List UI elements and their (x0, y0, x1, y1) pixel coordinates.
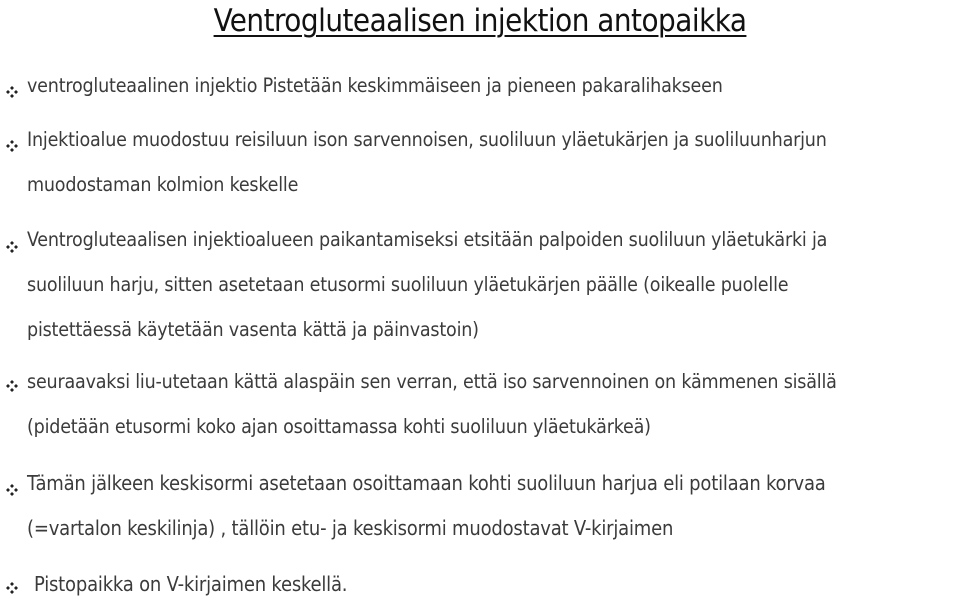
bullet-text (27, 117, 954, 207)
page-title-text: Ventrogluteaalisen injektion antopaikka (213, 3, 747, 39)
bullet-line: Injektioalue muodostuu reisiluun ison sarvennoisen, suoliluun yläetukärjen ja suoliluunharjun (27, 128, 827, 151)
bullet-text (27, 359, 954, 449)
diamond-bullet-icon (5, 240, 19, 254)
bullet-line: muodostaman kolmion keskelle (27, 173, 299, 196)
page-title (0, 2, 960, 40)
bullet-line: Pistopaikka on V-kirjaimen keskellä. (34, 572, 348, 596)
bullet-line: Ventrogluteaalisen injektioalueen paikantamiseksi etsitään palpoiden suoliluun yläetukärki ja (27, 228, 828, 251)
bullet-line: (=vartalon keskilinja) , tällöin etu- ja keskisormi muodostavat V-kirjaimen (27, 516, 674, 540)
diamond-bullet-icon (5, 139, 19, 153)
diamond-bullet-icon (5, 581, 19, 595)
bullet-line: suoliluun harju, sitten asetetaan etusormi suoliluun yläetukärjen päälle (oikealle puolelle (27, 273, 789, 296)
bullet-line: ventrogluteaalinen injektio Pistetään keskimmäiseen ja pieneen pakaralihakseen (27, 74, 723, 97)
bullet-line: seuraavaksi liu-utetaan kättä alaspäin sen verran, että iso sarvennoinen on kämmenen sisällä (27, 370, 837, 393)
bullet-line: (pidetään etusormi koko ajan osoittamassa kohti suoliluun yläetukärkeä) (27, 415, 651, 438)
bullet-line: Tämän jälkeen keskisormi asetetaan osoittamaan kohti suoliluun harjua eli potilaan korvaa (27, 471, 826, 495)
bullet-line: pistettäessä käytetään vasenta kättä ja päinvastoin) (27, 318, 479, 341)
diamond-bullet-icon (5, 85, 19, 99)
diamond-bullet-icon (5, 379, 19, 393)
bullet-text (34, 562, 954, 607)
diamond-bullet-icon (5, 483, 19, 497)
bullet-text (27, 217, 954, 352)
bullet-text (27, 461, 954, 551)
bullet-text (27, 63, 954, 108)
